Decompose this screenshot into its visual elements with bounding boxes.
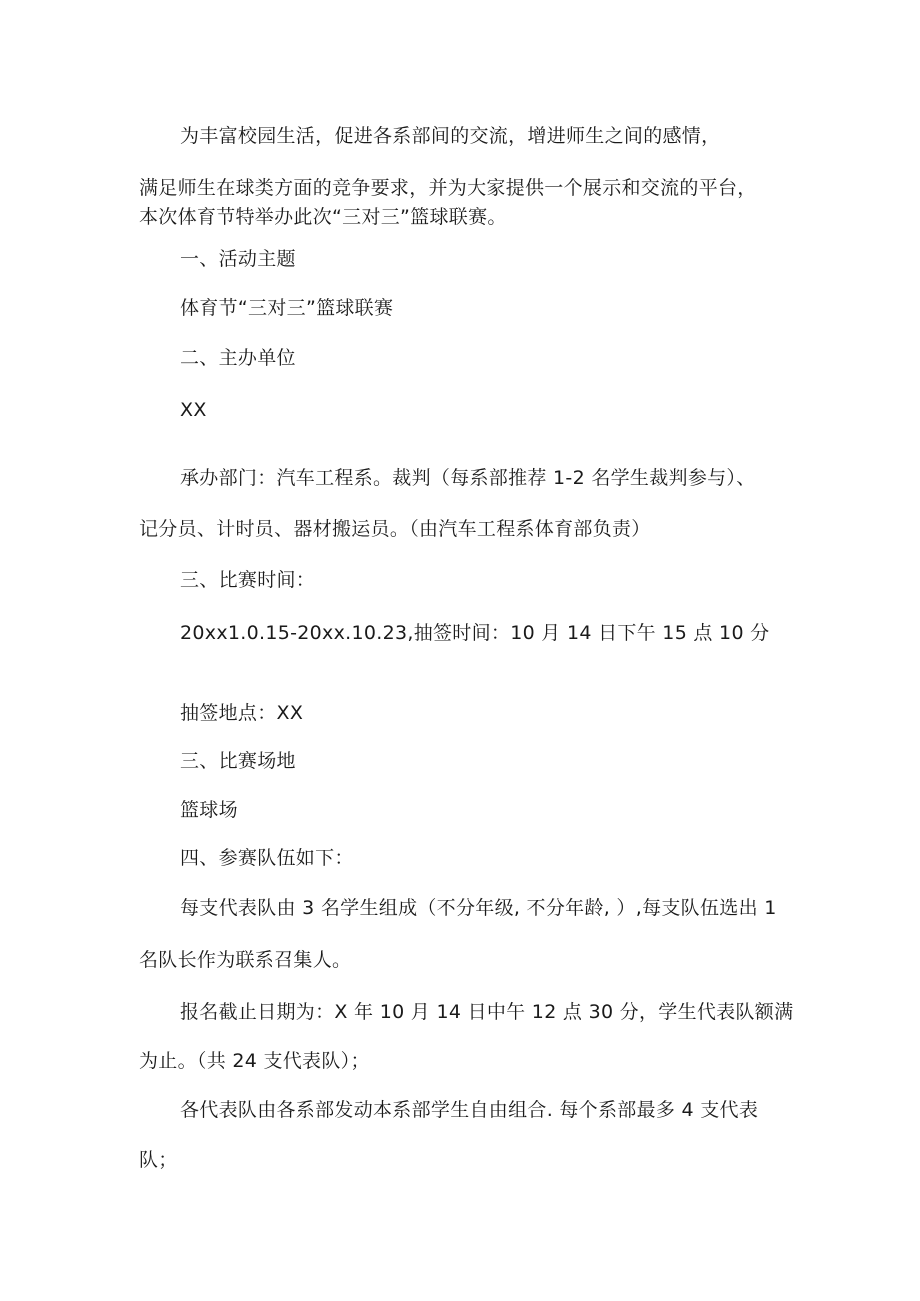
- section-1-content: 体育节“三对三”篮球联赛: [180, 297, 394, 319]
- team-rule-line-2: 名队长作为联系召集人。: [139, 949, 352, 971]
- team-rule-line-1: 每支代表队由 3 名学生组成（不分年级, 不分年龄, ）,每支队伍选出 1: [180, 897, 777, 919]
- intro-line-1: 为丰富校园生活，促进各系部间的交流，增进师生之间的感情，: [180, 125, 721, 147]
- draw-location: 抽签地点：XX: [180, 702, 304, 724]
- composition-line-1: 各代表队由各系部发动本系部学生自由组合. 每个系部最多 4 支代表: [180, 1099, 759, 1121]
- section-4-heading: 四、参赛队伍如下：: [180, 847, 354, 869]
- section-3b-content: 篮球场: [180, 799, 238, 821]
- section-2-content: XX: [180, 399, 207, 421]
- deadline-line-2: 为止。（共 24 支代表队）；: [139, 1050, 370, 1072]
- section-3b-heading: 三、比赛场地: [180, 750, 296, 772]
- section-2-heading: 二、主办单位: [180, 347, 296, 369]
- section-3-heading: 三、比赛时间：: [180, 569, 316, 591]
- deadline-line-1: 报名截止日期为：X 年 10 月 14 日中午 12 点 30 分，学生代表队额满: [180, 1001, 794, 1023]
- organizer-line-2: 记分员、计时员、器材搬运员。（由汽车工程系体育部负责）: [139, 518, 651, 540]
- composition-line-2: 队；: [139, 1149, 178, 1171]
- intro-line-3: 本次体育节特举办此次“三对三”篮球联赛。: [139, 206, 507, 228]
- match-time: 20xx1.0.15-20xx.10.23,抽签时间：10 月 14 日下午 15 点 10 分: [180, 622, 770, 644]
- intro-line-2: 满足师生在球类方面的竞争要求，并为大家提供一个展示和交流的平台，: [139, 177, 757, 199]
- section-1-heading: 一、活动主题: [180, 248, 296, 270]
- organizer-line-1: 承办部门：汽车工程系。裁判（每系部推荐 1-2 名学生裁判参与）、: [180, 467, 756, 489]
